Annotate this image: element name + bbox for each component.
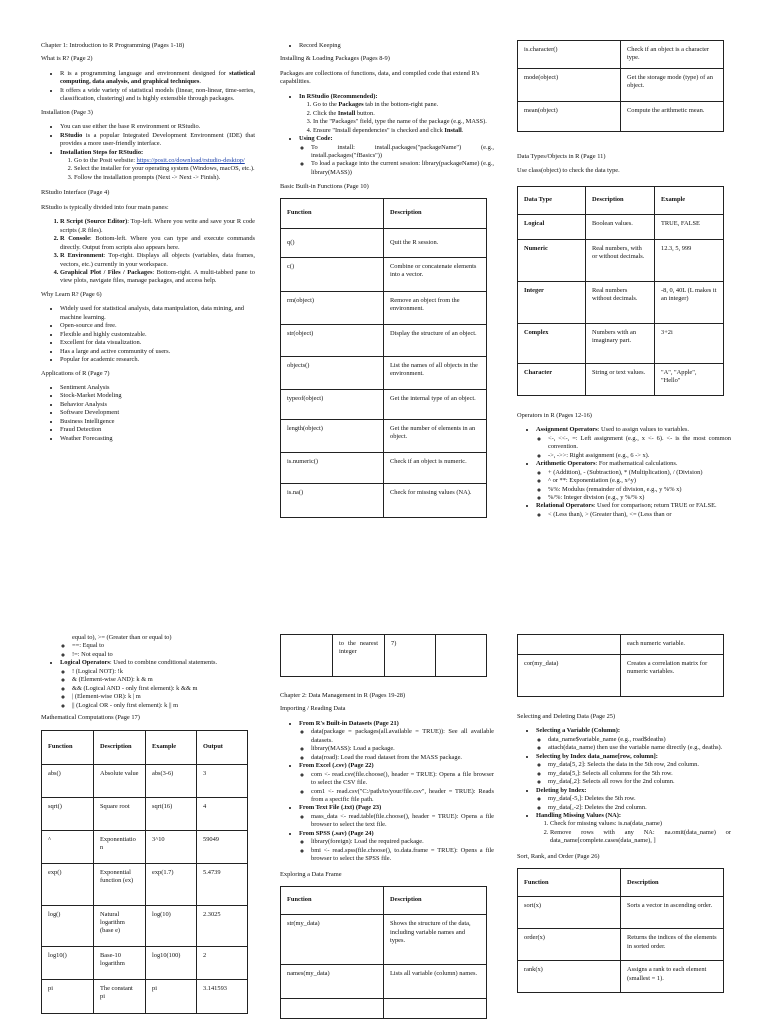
table-cell: Real numbers without decimals. [586, 281, 655, 323]
table-cell: cor(my_data) [518, 655, 621, 697]
table-row [281, 356, 487, 389]
table-cell: Natural logarithm (base e) [94, 905, 146, 946]
table-cell: log10(100) [146, 946, 197, 979]
table-row [518, 363, 724, 395]
table-cell: pi [42, 979, 94, 1013]
list-item: • It offers a wide variety of statistical models (linear, non-linear, time-series, classification, clustering) and is highly extensible through packages. [60, 87, 255, 104]
list-item: • Widely used for statistical analysis, data manipulation, data mining, and machine learning. [60, 305, 255, 322]
table-cell: TRUE, FALSE [655, 214, 724, 239]
table-cell: 12.3, 5, 999 [655, 239, 724, 281]
rstudio-interface-intro: RStudio is typically divided into four main panes: [41, 203, 169, 211]
list-item: • Business Intelligence [60, 418, 255, 426]
table-row [281, 257, 487, 291]
table-cell: Square root [94, 797, 146, 830]
table-row [281, 291, 487, 324]
list-item: • Sentiment Analysis [60, 384, 255, 392]
table-cell: 3 [197, 764, 248, 797]
list-item: • Has a large and active community of users. [60, 348, 255, 356]
list-item: ◦ data(package = packages(all.available = TRUE)): See all available datasets. [311, 728, 494, 745]
heading-what-is-r: What is R? (Page 2) [41, 55, 93, 63]
table-cell: pi [146, 979, 197, 1013]
table-cell [281, 635, 333, 677]
table-cell: List the names of all objects in the environment. [384, 356, 487, 389]
table-row [518, 102, 724, 132]
table-cell: Get the storage mode (type) of an object. [621, 69, 724, 102]
table-cell: sqrt(16) [146, 797, 197, 830]
table-cell: each numeric variable. [621, 635, 724, 655]
table-row [281, 228, 487, 257]
chapter-1-title: Chapter 1: Introduction to R Programming (Pages 1-18) [41, 42, 185, 49]
operators-list [517, 426, 731, 519]
list-item: 2. Remove rows with any NA: na.omit(data_name) or data_name[complete.cases(data_name), ] [550, 829, 731, 846]
logical-operators-sublist [60, 668, 255, 710]
table-row [518, 239, 724, 281]
table-row [281, 635, 487, 677]
table-cell: mode(object) [518, 69, 621, 102]
table-cell: Numbers with an imaginary part. [586, 323, 655, 363]
arithmetic-operators-list [536, 469, 731, 503]
list-item: ◦ my_data[,2]: Selects all rows for the 2nd column. [548, 778, 731, 786]
list-item: 4. Ensure "Install dependencies" is checked and click Install. [313, 127, 494, 135]
table-cell: Exponentiation [94, 830, 146, 863]
sort-rank-order-table [517, 868, 724, 993]
table-header-cell: Function [518, 869, 621, 897]
table-cell: 4 [197, 797, 248, 830]
table-cell: abs() [42, 764, 94, 797]
basic-functions-table-continued [517, 40, 724, 132]
why-learn-r-list [41, 305, 255, 364]
import-sublist [299, 728, 494, 762]
list-item: ◦ + (Addition), - (Subtraction), * (Multiplication), / (Division) [548, 469, 731, 477]
table-cell: typeof(object) [281, 389, 384, 419]
table-header-cell: Example [655, 186, 724, 214]
logical-operators-list [41, 659, 255, 710]
list-item: equal to), >= (Greater than or equal to) [72, 634, 172, 641]
list-item: ◦ ->, ->>: Right assignment (e.g., 6 -> x). [548, 452, 731, 460]
table-row [42, 863, 248, 905]
table-cell: is.na() [281, 483, 384, 517]
math-computations-table-continued [280, 634, 487, 677]
table-cell: The constant pi [94, 979, 146, 1013]
table-cell: Quit the R session. [384, 228, 487, 257]
table-cell: Boolean values. [586, 214, 655, 239]
posit-download-link[interactable]: https://posit.co/download/rstudio-desktop/ [136, 156, 245, 164]
table-row [42, 830, 248, 863]
list-item: 1. Check for missing values: is.na(data_name) [550, 820, 731, 828]
table-row [518, 961, 724, 993]
list-item: • Relational Operators: Used for comparison; return TRUE or FALSE. ◦ < (Less than), > (Greater than), <= (Less than or [536, 502, 731, 519]
table-cell: str(my_data) [281, 915, 384, 965]
packages-intro: Packages are collections of functions, data, and compiled code that extend R's capabilities. [280, 69, 480, 86]
table-header-cell: Function [281, 198, 384, 228]
table-cell: 3.141593 [197, 979, 248, 1013]
table-cell: to the nearest integer [333, 635, 385, 677]
table-cell: Logical [518, 214, 586, 239]
explore-data-table-continued [517, 634, 724, 697]
table-cell: Character [518, 363, 586, 395]
heading-why-learn-r: Why Learn R? (Page 6) [41, 290, 102, 298]
table-cell: order(x) [518, 929, 621, 961]
table-cell: log(10) [146, 905, 197, 946]
list-item: 4. Graphical Plot / Files / Packages: Bottom-right. A multi-tabbed pane to view plots, navigate files, manage packages, and access help. [60, 269, 255, 286]
basic-functions-table [280, 198, 487, 518]
table-cell: Shows the structure of the data, including variable names and types. [384, 915, 487, 965]
table-cell: Sorts a vector in ascending order. [621, 897, 724, 929]
table-row [281, 324, 487, 356]
table-header-cell: Example [146, 730, 197, 764]
page1-column-3 [517, 40, 731, 519]
list-item: • From SPSS (.sav) (Page 24) ◦ library(foreign): Load the required package. ◦ bmi <- read.spss(file.choose(), to.data.frame = TRUE): Opens a file browser to select the SPSS file. [299, 830, 494, 864]
list-item: ◦ com <- read.csv(file.choose(), header = TRUE): Opens a file browser to select the CSV file. [311, 771, 494, 788]
table-cell: c() [281, 257, 384, 291]
table-header-row [518, 869, 724, 897]
list-item: • In RStudio (Recommended): 1. Go to the Packages tab in the bottom-right pane. 2. Click the Install button. 3. In the "Packages" field, type the name of the package (e.g., MASS). 4. Ensure "Install dependencies" is checked and click Install. [299, 93, 494, 135]
table-cell: Check if an object is numeric. [384, 452, 487, 483]
table-cell: Combine or concatenate elements into a vector. [384, 257, 487, 291]
table-row [518, 635, 724, 655]
chapter-2-title: Chapter 2: Data Management in R (Pages 19-28) [280, 692, 406, 699]
table-row [42, 764, 248, 797]
list-item: ◦ attach(data_name) then use the variable name directly (e.g., deaths). [548, 744, 731, 752]
table-cell: is.numeric() [281, 452, 384, 483]
table-cell: Check if an object is a character type. [621, 41, 724, 69]
heading-data-types: Data Types/Objects in R (Page 11) [517, 153, 606, 160]
table-row [518, 69, 724, 102]
code-package-steps [299, 144, 494, 178]
list-item: 2. Select the installer for your operating system (Windows, macOS, etc.). [74, 165, 255, 173]
relational-operators-continued [41, 634, 255, 659]
list-item: • Assignment Operators: Used to assign values to variables. ◦ <-, <<-, =: Left assignment (e.g., x <- 6). <- is the most common convention. ◦ ->, ->>: Right assignment (e.g., 6 -> x). [536, 426, 731, 460]
table-cell: 5.4739 [197, 863, 248, 905]
heading-installing-packages: Installing & Loading Packages (Pages 8-9) [280, 55, 390, 63]
table-cell: Integer [518, 281, 586, 323]
table-header-cell: Function [42, 730, 94, 764]
heading-importing-data: Importing / Reading Data [280, 705, 346, 713]
table-row [42, 946, 248, 979]
list-item: ◦ <-, <<-, =: Left assignment (e.g., x <- 6). <- is the most common convention. [548, 435, 731, 452]
list-item: ◦ To install: install.packages("packageName") (e.g., install.packages("fBasics")) [311, 144, 494, 161]
list-item: • You can use either the base R environment or RStudio. [60, 123, 255, 131]
record-keeping-list [280, 42, 494, 50]
table-cell: 2 [197, 946, 248, 979]
table-row [281, 999, 487, 1019]
table-cell: 2.3025 [197, 905, 248, 946]
assignment-operators-list [536, 435, 731, 460]
list-item: • Fraud Detection [60, 426, 255, 434]
list-item: • R is a programming language and environment designed for statistical computing, data analysis, and graphical techniques. [60, 70, 255, 87]
list-item: ◦ library(foreign): Load the required package. [311, 838, 494, 846]
table-row [42, 979, 248, 1013]
list-item: 1. Go to the Posit website: https://posit.co/download/rstudio-desktop/ [74, 157, 255, 165]
table-cell: 3+2i [655, 323, 724, 363]
table-row [281, 419, 487, 452]
table-row [518, 323, 724, 363]
list-item: ◦ ==: Equal to [72, 642, 255, 650]
import-sublist [299, 838, 494, 863]
table-cell: 7) [385, 635, 436, 677]
importing-data-list [280, 720, 494, 864]
list-item: ◦ my_data[5, 2]: Selects the data in the 5th row, 2nd column. [548, 761, 731, 769]
list-item: • Handling Missing Values (NA): 1. Check for missing values: is.na(data_name) 2. Remove rows with any NA: na.omit(data_name) or data_name[complete.cases(data_name), ] [536, 812, 731, 846]
table-cell: 3^10 [146, 830, 197, 863]
applications-list [41, 384, 255, 443]
data-types-intro: Use class(object) to check the data type. [517, 167, 620, 175]
page2-column-2 [280, 634, 494, 1019]
list-item: • Excellent for data visualization. [60, 339, 255, 347]
list-item: 1. Go to the Packages tab in the bottom-right pane. [313, 101, 494, 109]
table-header-row [281, 198, 487, 228]
table-cell: names(my_data) [281, 965, 384, 999]
heading-selecting-deleting: Selecting and Deleting Data (Page 25) [517, 713, 616, 720]
heading-installation: Installation (Page 3) [41, 108, 93, 116]
list-item: ◦ mass_data <- read.table(file.choose(), header = TRUE): Opens a file browser to select the text file. [311, 813, 494, 830]
list-item: • Installation Steps for RStudio: 1. Go to the Posit website: https://posit.co/download/rstudio-desktop/ 2. Select the installer for your operating system (Windows, macOS, etc.). 3. Follow the installation prompts (Next -> Next -> Finish). [60, 149, 255, 183]
table-cell: mean(object) [518, 102, 621, 132]
rstudio-package-steps [299, 101, 494, 135]
list-item: ◦ bmi <- read.spss(file.choose(), to.data.frame = TRUE): Opens a file browser to select the SPSS file. [311, 847, 494, 864]
page1-column-2 [280, 42, 494, 518]
page-2 [0, 512, 768, 1024]
heading-rstudio-interface: RStudio Interface (Page 4) [41, 189, 110, 197]
table-cell: Returns the indices of the elements in sorted order. [621, 929, 724, 961]
page2-column-1 [41, 634, 255, 1014]
table-cell [384, 999, 487, 1019]
table-cell [436, 635, 487, 677]
list-item: ◦ !=: Not equal to [72, 651, 255, 659]
table-header-cell: Description [621, 869, 724, 897]
table-row [518, 214, 724, 239]
list-item: 2. Click the Install button. [313, 110, 494, 118]
list-item: • Software Development [60, 409, 255, 417]
heading-applications: Applications of R (Page 7) [41, 369, 110, 377]
table-cell: str(object) [281, 324, 384, 356]
table-cell: Exponential function (ex) [94, 863, 146, 905]
import-sublist [299, 813, 494, 830]
table-cell: q() [281, 228, 384, 257]
list-item: ◦ | (Element-wise OR): k | m [72, 693, 255, 701]
table-cell: ^ [42, 830, 94, 863]
math-computations-table [41, 730, 248, 1014]
list-item: ◦ library(MASS): Load a package. [311, 745, 494, 753]
list-item: • From R's Built-in Datasets (Page 21) ◦ data(package = packages(all.available = TRUE)): See all available datasets. ◦ library(MASS): Load a package. ◦ data(road): Load the road dataset from the MASS package. [299, 720, 494, 762]
list-item: ◦ ^ or **: Exponentiation (e.g., x^y) [548, 477, 731, 485]
table-cell [281, 999, 384, 1019]
heading-exploring-data-frame: Exploring a Data Frame [280, 870, 342, 878]
page2-column-3 [517, 634, 731, 993]
selection-sublist [536, 795, 731, 812]
table-cell: Lists all variable (column) names. [384, 965, 487, 999]
selection-sublist [536, 736, 731, 753]
table-row [42, 797, 248, 830]
table-cell: -8, 0, 40L (L makes it an integer) [655, 281, 724, 323]
table-cell: 59049 [197, 830, 248, 863]
list-item: • Arithmetic Operators: For mathematical calculations. ◦ + (Addition), - (Subtraction), * (Multiplication), / (Division) ◦ ^ or **: Exponentiation (e.g., x^y) ◦ %%: Modulus (remainder of division, e.g., y %% x) ◦ %/%: Integer division (e.g., y %/% x) [536, 460, 731, 502]
list-item: ◦ com1 <- read.csv("C:/path/to/your/file.csv", header = TRUE): Reads from a specific file path. [311, 788, 494, 805]
list-item: ◦ ! (Logical NOT): !k [72, 668, 255, 676]
table-header-row [518, 186, 724, 214]
table-header-cell: Data Type [518, 186, 586, 214]
list-item: ◦ & (Element-wise AND): k & m [72, 676, 255, 684]
table-cell: exp(1.7) [146, 863, 197, 905]
list-item: ◦ data(road): Load the road dataset from the MASS package. [311, 754, 494, 762]
table-header-cell: Description [94, 730, 146, 764]
table-row [518, 897, 724, 929]
what-is-r-list [41, 70, 255, 104]
rstudio-panes-list [41, 218, 255, 286]
heading-basic-functions: Basic Built-in Functions (Page 10) [280, 183, 369, 191]
table-cell: sort(x) [518, 897, 621, 929]
table-cell: log10() [42, 946, 94, 979]
list-item: • Using Code: ◦ To install: install.packages("packageName") (e.g., install.packages("fBasics")) ◦ To load a package into the current session: library(packageName) (e.g., library(MASS)) [299, 135, 494, 177]
relational-operators-sublist [60, 634, 255, 659]
list-item: ◦ %/%: Integer division (e.g., y %/% x) [548, 494, 731, 502]
table-header-row [281, 887, 487, 915]
table-cell: is.character() [518, 41, 621, 69]
list-item: ◦ data_name$variable_name (e.g., road$deaths) [548, 736, 731, 744]
table-cell: Absolute value [94, 764, 146, 797]
table-row [42, 905, 248, 946]
table-cell: Remove an object from the environment. [384, 291, 487, 324]
table-header-cell: Description [384, 887, 487, 915]
list-item: • Weather Forecasting [60, 435, 255, 443]
table-cell: length(object) [281, 419, 384, 452]
heading-operators: Operators in R (Pages 12-16) [517, 411, 592, 419]
table-row [518, 655, 724, 697]
table-cell: Real numbers, with or without decimals. [586, 239, 655, 281]
list-item: ◦ || (Logical OR - only first element): k || m [72, 702, 255, 710]
heading-math-computations: Mathematical Computations (Page 17) [41, 714, 140, 722]
table-cell: "A", "Apple", "Hello" [655, 363, 724, 395]
list-item: • Behavior Analysis [60, 401, 255, 409]
list-item: • Flexible and highly customizable. [60, 331, 255, 339]
table-cell: Get the internal type of an object. [384, 389, 487, 419]
table-row [281, 965, 487, 999]
list-item: ◦ my_data[5,]: Selects all columns for the 5th row. [548, 770, 731, 778]
list-item: • From Excel (.csv) (Page 22) ◦ com <- read.csv(file.choose(), header = TRUE): Opens a file browser to select the CSV file. ◦ com1 <- read.csv("C:/path/to/your/file.csv", header = TRUE): Reads from a specific file path. [299, 762, 494, 804]
table-row [281, 915, 487, 965]
list-item: 1. R Script (Source Editor): Top-left. Where you write and save your R code scripts (.R files). [60, 218, 255, 235]
selecting-deleting-list [517, 727, 731, 845]
table-row [281, 389, 487, 419]
list-item: • Logical Operators: Used to combine conditional statements. ◦ ! (Logical NOT): !k ◦ & (Element-wise AND): k & m ◦ && (Logical AND - only first element): k && m ◦ | (Element-wise OR): k | m ◦ || (Logical OR - only first element): k || m [60, 659, 255, 710]
list-item: • Selecting a Variable (Column): ◦ data_name$variable_name (e.g., road$deaths) ◦ attach(data_name) then use the variable name directly (e.g., deaths). [536, 727, 731, 752]
list-item [60, 634, 255, 659]
table-header-cell: Description [384, 198, 487, 228]
installation-list [41, 123, 255, 182]
table-cell: Numeric [518, 239, 586, 281]
table-cell: Assigns a rank to each element (smallest = 1). [621, 961, 724, 993]
table-cell: objects() [281, 356, 384, 389]
table-header-cell: Description [586, 186, 655, 214]
list-item: 2. R Console: Bottom-left. Where you can type and execute commands directly. Output from scripts also appears here. [60, 235, 255, 252]
table-cell: String or text values. [586, 363, 655, 395]
table-row [518, 281, 724, 323]
list-item: • RStudio is a popular Integrated Development Environment (IDE) that provides a more user-friendly interface. [60, 132, 255, 149]
list-item: ◦ %%: Modulus (remainder of division, e.g., y %% x) [548, 486, 731, 494]
list-item: ◦ To load a package into the current session: library(packageName) (e.g., library(MASS)) [311, 160, 494, 177]
table-header-cell: Function [281, 887, 384, 915]
data-types-table [517, 186, 724, 396]
missing-values-sublist [536, 820, 731, 845]
list-item: 3. Follow the installation prompts (Next -> Next -> Finish). [74, 174, 255, 182]
list-item: • Popular for academic research. [60, 356, 255, 364]
page1-column-1 [41, 42, 255, 443]
table-cell: exp() [42, 863, 94, 905]
table-cell: rank(x) [518, 961, 621, 993]
list-item: ◦ my_data[-5,]: Deletes the 5th row. [548, 795, 731, 803]
packages-list [280, 93, 494, 178]
table-cell: Complex [518, 323, 586, 363]
table-header-cell: Output [197, 730, 248, 764]
table-cell: rm(object) [281, 291, 384, 324]
table-header-row [42, 730, 248, 764]
list-item: • Deleting by Index: ◦ my_data[-5,]: Deletes the 5th row. ◦ my_data[,-2]: Deletes the 2nd column. [536, 787, 731, 812]
rstudio-install-steps [60, 157, 255, 182]
selection-sublist [536, 761, 731, 786]
list-item: ◦ < (Less than), > (Greater than), <= (Less than or [548, 511, 731, 519]
import-sublist [299, 771, 494, 805]
table-cell [518, 635, 621, 655]
list-item: • From Text File (.txt) (Page 23) ◦ mass_data <- read.table(file.choose(), header = TRUE): Opens a file browser to select the text file. [299, 804, 494, 829]
list-item: ◦ && (Logical AND - only first element): k && m [72, 685, 255, 693]
table-cell: Creates a correlation matrix for numeric variables. [621, 655, 724, 697]
table-row [518, 929, 724, 961]
table-row [281, 452, 487, 483]
list-item: • Record Keeping [299, 42, 494, 50]
list-item: • Selecting by Index data_name[row, column]: ◦ my_data[5, 2]: Selects the data in the 5th row, 2nd column. ◦ my_data[5,]: Selects all columns for the 5th row. ◦ my_data[,2]: Selects all rows for the 2nd column. [536, 753, 731, 787]
list-item: ◦ my_data[,-2]: Deletes the 2nd column. [548, 804, 731, 812]
table-cell: Compute the arithmetic mean. [621, 102, 724, 132]
table-cell: Display the structure of an object. [384, 324, 487, 356]
table-cell: Get the number of elements in an object. [384, 419, 487, 452]
heading-sort-rank-order: Sort, Rank, and Order (Page 26) [517, 852, 600, 860]
table-cell: abs(3-6) [146, 764, 197, 797]
explore-data-table [280, 886, 487, 1019]
table-cell: sqrt() [42, 797, 94, 830]
list-item: • Open-source and free. [60, 322, 255, 330]
list-item: 3. R Environment: Top-right. Displays all objects (variables, data frames, vectors, etc.) currently in your workspace. [60, 252, 255, 269]
table-cell: Check for missing values (NA). [384, 483, 487, 517]
table-cell: Base-10 logarithm [94, 946, 146, 979]
table-cell: log() [42, 905, 94, 946]
list-item: • Stock-Market Modeling [60, 392, 255, 400]
table-row [518, 41, 724, 69]
list-item: 3. In the "Packages" field, type the name of the package (e.g., MASS). [313, 118, 494, 126]
